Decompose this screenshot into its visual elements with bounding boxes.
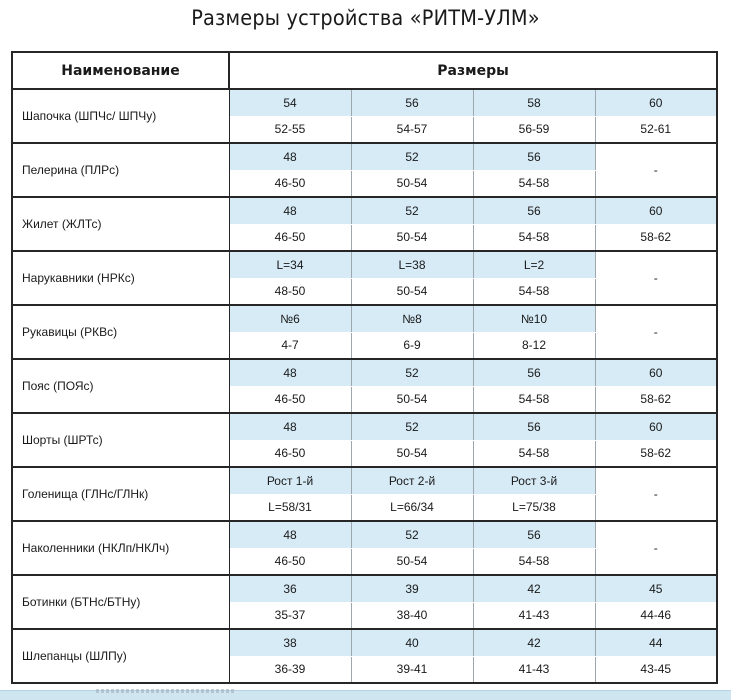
size-cell: 60 [595, 359, 717, 386]
range-cell: 58-62 [595, 224, 717, 251]
range-cell: 36-39 [229, 656, 351, 683]
size-cell: 38 [229, 629, 351, 656]
table-row [12, 89, 717, 116]
range-cell: 4-7 [229, 332, 351, 359]
size-cell: Рост 2-й [351, 467, 473, 494]
table-row [12, 143, 717, 170]
size-cell: L=38 [351, 251, 473, 278]
item-name: Пелерина (ПЛРс) [12, 143, 229, 197]
range-cell: 50-54 [351, 278, 473, 305]
range-cell: 52-61 [595, 116, 717, 143]
table-row [12, 305, 717, 332]
range-cell: 58-62 [595, 440, 717, 467]
size-cell: 52 [351, 413, 473, 440]
size-cell: 48 [229, 521, 351, 548]
size-cell: 56 [473, 413, 595, 440]
item-name: Рукавицы (РКВс) [12, 305, 229, 359]
size-cell: 52 [351, 143, 473, 170]
range-cell: 46-50 [229, 440, 351, 467]
size-empty-cell: - [595, 521, 717, 575]
size-cell: 60 [595, 89, 717, 116]
range-cell: 43-45 [595, 656, 717, 683]
size-cell: 52 [351, 359, 473, 386]
size-cell: 48 [229, 197, 351, 224]
size-empty-cell: - [595, 143, 717, 197]
size-cell: 39 [351, 575, 473, 602]
range-cell: 35-37 [229, 602, 351, 629]
range-cell: 52-55 [229, 116, 351, 143]
table-body [12, 89, 717, 683]
range-cell: 50-54 [351, 170, 473, 197]
range-cell: 50-54 [351, 440, 473, 467]
size-cell: 40 [351, 629, 473, 656]
size-cell: 52 [351, 521, 473, 548]
size-cell: 48 [229, 359, 351, 386]
range-cell: 50-54 [351, 548, 473, 575]
header-row [12, 52, 717, 89]
item-name: Шлепанцы (ШЛПу) [12, 629, 229, 683]
size-cell: 44 [595, 629, 717, 656]
range-cell: 38-40 [351, 602, 473, 629]
item-name: Пояс (ПОЯс) [12, 359, 229, 413]
range-cell: 56-59 [473, 116, 595, 143]
size-cell: 56 [473, 359, 595, 386]
table-row [12, 197, 717, 224]
table-row [12, 629, 717, 656]
size-cell: 45 [595, 575, 717, 602]
page-title: Размеры устройства «РИТМ-УЛМ» [191, 6, 540, 30]
size-cell: L=34 [229, 251, 351, 278]
item-name: Ботинки (БТНс/БТНу) [12, 575, 229, 629]
header-name: Наименование [12, 52, 229, 89]
size-cell: 60 [595, 413, 717, 440]
range-cell: 54-57 [351, 116, 473, 143]
size-cell: 48 [229, 143, 351, 170]
size-cell: 56 [473, 197, 595, 224]
range-cell: 54-58 [473, 386, 595, 413]
size-cell: 56 [473, 521, 595, 548]
footnote-fragment [96, 689, 236, 693]
range-cell: 8-12 [473, 332, 595, 359]
range-cell: 41-43 [473, 656, 595, 683]
item-name: Голенища (ГЛНс/ГЛНк) [12, 467, 229, 521]
range-cell: 54-58 [473, 224, 595, 251]
range-cell: 39-41 [351, 656, 473, 683]
table-row [12, 521, 717, 548]
range-cell: 54-58 [473, 440, 595, 467]
table-row [12, 359, 717, 386]
range-cell: 41-43 [473, 602, 595, 629]
size-cell: Рост 3-й [473, 467, 595, 494]
item-name: Жилет (ЖЛТс) [12, 197, 229, 251]
size-cell: Рост 1-й [229, 467, 351, 494]
range-cell: 48-50 [229, 278, 351, 305]
size-cell: 36 [229, 575, 351, 602]
size-cell: 54 [229, 89, 351, 116]
range-cell: 46-50 [229, 548, 351, 575]
range-cell: 54-58 [473, 170, 595, 197]
item-name: Нарукавники (НРКс) [12, 251, 229, 305]
size-cell: №6 [229, 305, 351, 332]
size-cell: №10 [473, 305, 595, 332]
size-cell: 60 [595, 197, 717, 224]
size-cell: 42 [473, 629, 595, 656]
range-cell: 44-46 [595, 602, 717, 629]
range-cell: 54-58 [473, 548, 595, 575]
table-row [12, 575, 717, 602]
item-name: Шорты (ШРТс) [12, 413, 229, 467]
range-cell: L=75/38 [473, 494, 595, 521]
size-empty-cell: - [595, 305, 717, 359]
size-empty-cell: - [595, 467, 717, 521]
range-cell: 50-54 [351, 224, 473, 251]
item-name: Наколенники (НКЛп/НКЛч) [12, 521, 229, 575]
range-cell: L=58/31 [229, 494, 351, 521]
range-cell: 6-9 [351, 332, 473, 359]
sizes-table [11, 51, 718, 684]
header-sizes: Размеры [229, 52, 717, 89]
table-row [12, 251, 717, 278]
range-cell: L=66/34 [351, 494, 473, 521]
size-cell: 48 [229, 413, 351, 440]
size-cell: 56 [473, 143, 595, 170]
size-cell: 42 [473, 575, 595, 602]
size-cell: 56 [351, 89, 473, 116]
size-cell: 52 [351, 197, 473, 224]
table-row [12, 467, 717, 494]
size-cell: №8 [351, 305, 473, 332]
size-cell: L=2 [473, 251, 595, 278]
range-cell: 46-50 [229, 224, 351, 251]
range-cell: 54-58 [473, 278, 595, 305]
item-name: Шапочка (ШПЧс/ ШПЧу) [12, 89, 229, 143]
size-empty-cell: - [595, 251, 717, 305]
range-cell: 50-54 [351, 386, 473, 413]
range-cell: 46-50 [229, 170, 351, 197]
table-row [12, 413, 717, 440]
range-cell: 58-62 [595, 386, 717, 413]
range-cell: 46-50 [229, 386, 351, 413]
size-cell: 58 [473, 89, 595, 116]
